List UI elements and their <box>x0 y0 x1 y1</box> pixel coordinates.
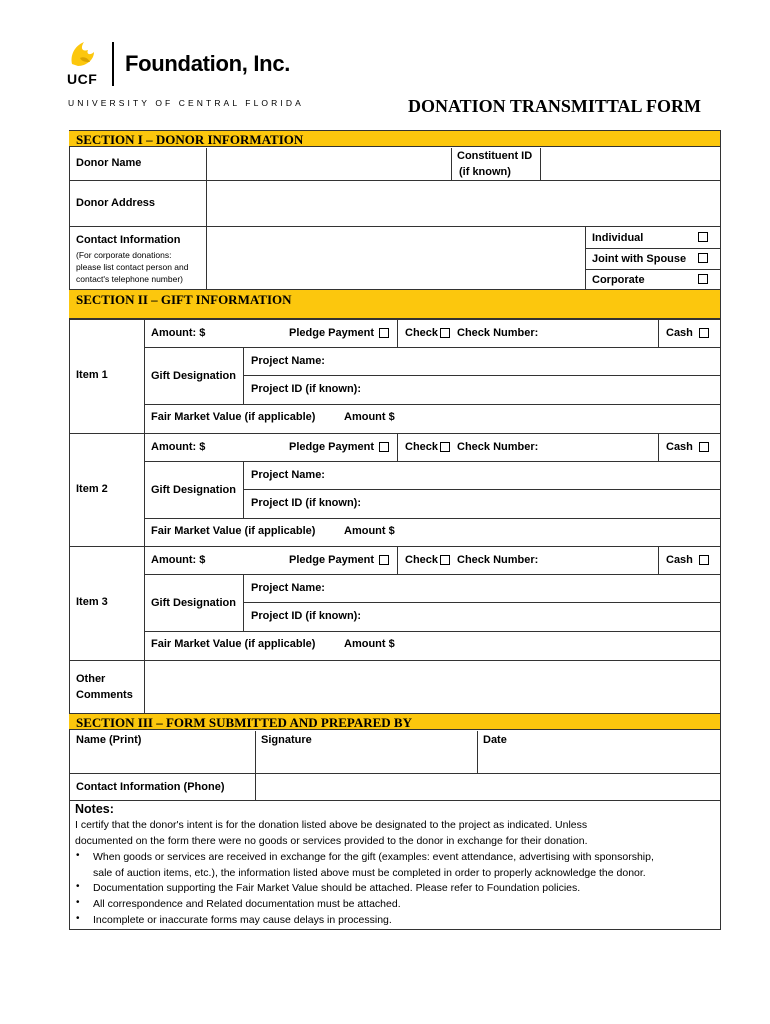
grid-line <box>144 660 145 713</box>
check-number-field[interactable] <box>540 548 654 572</box>
amount-field[interactable] <box>210 435 280 459</box>
grid-line <box>69 433 720 434</box>
grid-line <box>144 461 720 462</box>
check-label: Check <box>405 441 439 453</box>
grid-line <box>451 148 452 180</box>
constituent-id-label-2: (if known) <box>459 166 511 178</box>
grid-line <box>69 180 720 181</box>
item-label: Item 1 <box>76 369 108 381</box>
notes-bullet-1a: When goods or services are received in exchange for the gift (examples: event attendance, advertising with sponsorship, <box>93 851 654 863</box>
amount-label: Amount: $ <box>151 441 206 453</box>
grid-line <box>144 433 145 547</box>
cash-checkbox[interactable] <box>699 555 709 565</box>
project-id-field[interactable] <box>368 491 718 517</box>
grid-line <box>658 433 659 461</box>
pledge-checkbox[interactable] <box>379 555 389 565</box>
contact-phone-label: Contact Information (Phone) <box>76 781 225 793</box>
donor-name-label: Donor Name <box>76 157 142 169</box>
item-label: Item 2 <box>76 483 108 495</box>
section1-header: SECTION I – DONOR INFORMATION <box>69 130 720 147</box>
pledge-label: Pledge Payment <box>289 554 374 566</box>
check-checkbox[interactable] <box>440 555 450 565</box>
grid-line <box>585 226 586 289</box>
amount-field[interactable] <box>210 321 280 345</box>
grid-line <box>658 319 659 347</box>
donor-address-field[interactable] <box>207 181 720 226</box>
contact-note-2: please list contact person and <box>76 262 189 272</box>
date-field[interactable] <box>478 748 720 772</box>
fmv-amount-label: Amount $ <box>344 638 395 650</box>
cash-checkbox[interactable] <box>699 328 709 338</box>
notes-bullet-3: All correspondence and Related documentation must be attached. <box>93 898 401 910</box>
gift-designation-label: Gift Designation <box>151 370 236 382</box>
amount-label: Amount: $ <box>151 554 206 566</box>
notes-line-1: I certify that the donor's intent is for the donation listed above be designated to the project as indicated. Unless <box>75 819 588 831</box>
grid-line <box>144 404 720 405</box>
amount-label: Amount: $ <box>151 327 206 339</box>
form-title: DONATION TRANSMITTAL FORM <box>408 96 702 116</box>
fmv-amount-field[interactable] <box>400 406 718 431</box>
gift-designation-label: Gift Designation <box>151 597 236 609</box>
other-label-1: Other <box>76 673 106 685</box>
name-print-label: Name (Print) <box>76 734 142 746</box>
signature-label: Signature <box>261 734 312 746</box>
grid-line <box>255 731 256 800</box>
pledge-label: Pledge Payment <box>289 441 374 453</box>
project-id-field[interactable] <box>368 604 718 630</box>
cash-label: Cash <box>666 441 693 453</box>
donor-address-label: Donor Address <box>76 197 156 209</box>
grid-line <box>585 248 720 249</box>
contact-note-3: contact's telephone number) <box>76 274 183 284</box>
grid-line <box>144 347 720 348</box>
grid-line <box>144 546 145 660</box>
cash-label: Cash <box>666 327 693 339</box>
project-name-field[interactable] <box>330 349 718 375</box>
pledge-checkbox[interactable] <box>379 328 389 338</box>
item-label: Item 3 <box>76 596 108 608</box>
grid-line <box>69 660 720 661</box>
project-id-label: Project ID (if known): <box>251 497 361 509</box>
ucf-logo-text: UCF <box>67 71 98 87</box>
fmv-amount-field[interactable] <box>400 633 718 658</box>
project-name-label: Project Name: <box>251 582 325 594</box>
grid-line <box>397 546 398 574</box>
notes-bullet-4: Incomplete or inaccurate forms may cause delays in processing. <box>93 914 392 926</box>
contact-phone-field[interactable] <box>256 774 720 800</box>
pegasus-logo-icon <box>66 38 100 72</box>
check-number-field[interactable] <box>540 321 654 345</box>
notes-line-2: documented on the form there were no goods or services provided to the donor in exchange for their donation. <box>75 835 588 847</box>
project-name-field[interactable] <box>330 576 718 602</box>
pledge-label: Pledge Payment <box>289 327 374 339</box>
grid-line <box>397 433 398 461</box>
fmv-amount-label: Amount $ <box>344 525 395 537</box>
check-checkbox[interactable] <box>440 328 450 338</box>
check-number-label: Check Number: <box>457 441 539 453</box>
fmv-amount-field[interactable] <box>400 520 718 545</box>
constituent-id-field[interactable] <box>541 148 720 180</box>
check-label: Check <box>405 554 439 566</box>
joint-label: Joint with Spouse <box>592 253 687 265</box>
corporate-label: Corporate <box>592 274 645 286</box>
corporate-checkbox[interactable] <box>698 274 708 284</box>
grid-line <box>69 800 720 801</box>
project-id-label: Project ID (if known): <box>251 610 361 622</box>
section2-header: SECTION II – GIFT INFORMATION <box>69 289 720 319</box>
check-label: Check <box>405 327 439 339</box>
university-name: UNIVERSITY OF CENTRAL FLORIDA <box>68 98 304 108</box>
individual-checkbox[interactable] <box>698 232 708 242</box>
grid-line <box>585 269 720 270</box>
name-print-field[interactable] <box>70 748 254 772</box>
grid-line <box>69 319 720 320</box>
project-id-field[interactable] <box>368 377 718 403</box>
contact-info-field[interactable] <box>207 227 585 289</box>
fmv-amount-label: Amount $ <box>344 411 395 423</box>
check-number-label: Check Number: <box>457 327 539 339</box>
grid-line <box>243 489 720 490</box>
grid-line <box>144 631 720 632</box>
fmv-label: Fair Market Value (if applicable) <box>151 411 316 423</box>
check-checkbox[interactable] <box>440 442 450 452</box>
bullet-icon: • <box>76 850 80 861</box>
fmv-label: Fair Market Value (if applicable) <box>151 525 316 537</box>
cash-checkbox[interactable] <box>699 442 709 452</box>
date-label: Date <box>483 734 507 746</box>
notes-title: Notes: <box>75 802 114 816</box>
contact-info-label: Contact Information <box>76 234 181 246</box>
joint-checkbox[interactable] <box>698 253 708 263</box>
grid-line <box>144 518 720 519</box>
grid-line <box>144 574 720 575</box>
grid-line <box>658 546 659 574</box>
pledge-checkbox[interactable] <box>379 442 389 452</box>
project-id-label: Project ID (if known): <box>251 383 361 395</box>
constituent-id-label-1: Constituent ID <box>457 150 533 162</box>
cash-label: Cash <box>666 554 693 566</box>
signature-field[interactable] <box>256 748 476 772</box>
grid-line <box>69 226 720 227</box>
bullet-icon: • <box>76 913 80 924</box>
project-name-label: Project Name: <box>251 355 325 367</box>
amount-field[interactable] <box>210 548 280 572</box>
contact-note-1: (For corporate donations: <box>76 250 172 260</box>
check-number-label: Check Number: <box>457 554 539 566</box>
grid-line <box>243 375 720 376</box>
gift-designation-label: Gift Designation <box>151 484 236 496</box>
other-comments-field[interactable] <box>145 661 720 713</box>
grid-line <box>69 546 720 547</box>
logo-divider <box>112 42 114 86</box>
org-name: Foundation, Inc. <box>125 51 291 76</box>
project-name-label: Project Name: <box>251 469 325 481</box>
grid-line <box>206 148 207 289</box>
fmv-label: Fair Market Value (if applicable) <box>151 638 316 650</box>
grid-line <box>69 773 720 774</box>
section3-header: SECTION III – FORM SUBMITTED AND PREPARED BY <box>69 713 720 730</box>
grid-line <box>243 602 720 603</box>
grid-line <box>397 319 398 347</box>
grid-line <box>144 319 145 433</box>
bullet-icon: • <box>76 897 80 908</box>
project-name-field[interactable] <box>330 463 718 489</box>
individual-label: Individual <box>592 232 644 244</box>
bullet-icon: • <box>76 881 80 892</box>
other-label-2: Comments <box>76 689 133 701</box>
grid-line <box>540 148 541 180</box>
grid-line <box>477 731 478 773</box>
donor-name-field[interactable] <box>207 148 451 180</box>
notes-bullet-1b: sale of auction items, etc.), the information listed above must be completed in order to properly acknowledge the donor. <box>93 867 646 879</box>
check-number-field[interactable] <box>540 435 654 459</box>
notes-bullet-2: Documentation supporting the Fair Market Value should be attached. Please refer to Foundation policies. <box>93 882 581 894</box>
